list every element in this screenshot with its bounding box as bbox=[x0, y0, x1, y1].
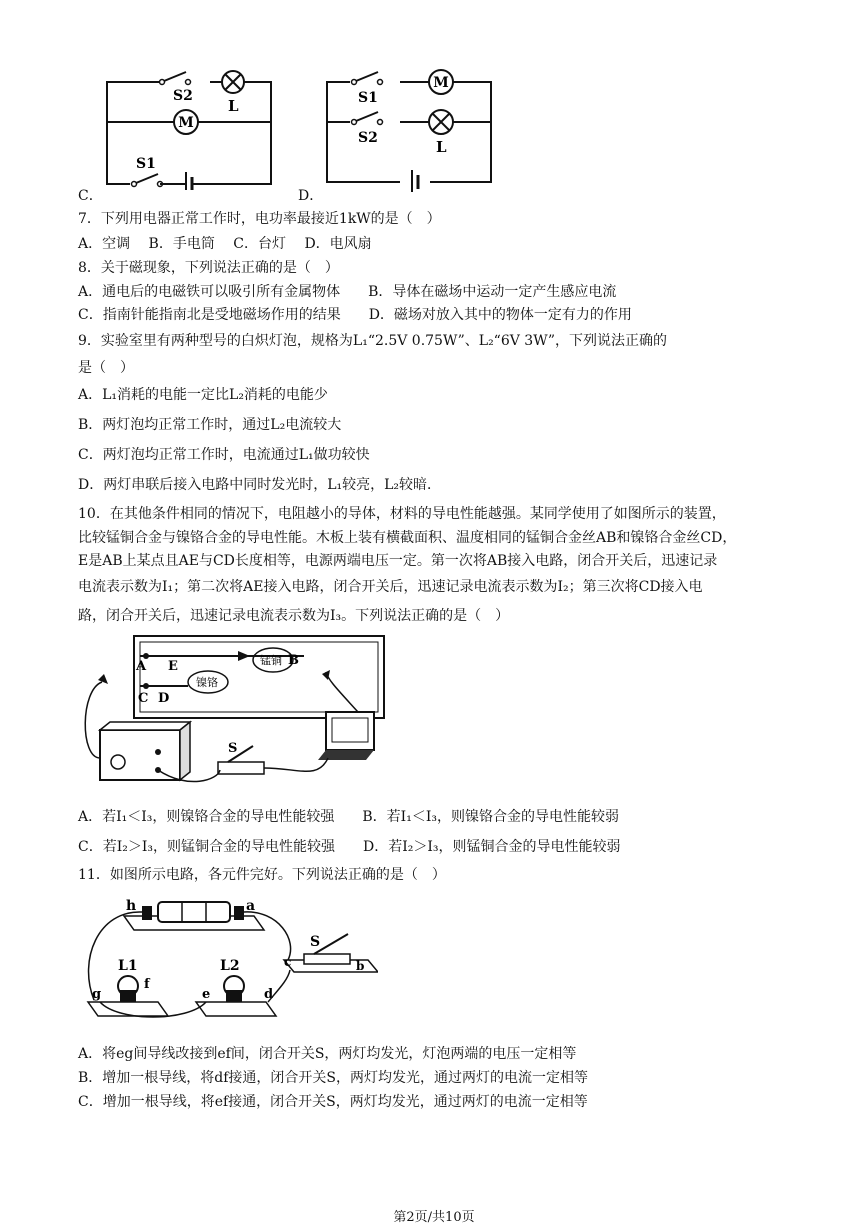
nichrome-label: 镍铬 bbox=[196, 676, 218, 689]
q8-options-cd: C．指南针能指南北是受地磁场作用的结果 D．磁场对放入其中的物体一定有力的作用 bbox=[78, 307, 632, 323]
circuit-diagram-d bbox=[320, 62, 500, 192]
switch-s2-label: S2 bbox=[173, 88, 193, 104]
q9-stem-cont: 是（ ） bbox=[78, 360, 134, 376]
switch-s-label: S bbox=[228, 741, 238, 756]
lamp-l2-label: L2 bbox=[220, 958, 240, 974]
q11-option-b: B．增加一根导线，将df接通，闭合开关S，两灯均发光，通过两灯的电流一定相等 bbox=[78, 1070, 589, 1086]
q10-apparatus-figure bbox=[78, 630, 408, 805]
q10-stem-1: 10．在其他条件相同的情况下，电阻越小的导体，材料的导电性能越强。某同学使用了如图所示的装置， bbox=[78, 506, 726, 522]
terminal-c: C bbox=[138, 691, 149, 706]
q11-option-c: C．增加一根导线，将ef接通，闭合开关S，两灯均发光，通过两灯的电流一定相等 bbox=[78, 1094, 588, 1110]
q8-stem: 8．关于磁现象，下列说法正确的是（ ） bbox=[78, 260, 339, 276]
terminal-e: E bbox=[168, 659, 178, 674]
page-footer: 第2页/共10页 bbox=[393, 1210, 475, 1225]
q10-stem-2: 比较锰铜合金与镍铬合金的导电性能。木板上装有横截面积、温度相同的锰铜合金丝AB和镍铬合金丝CD， bbox=[78, 530, 737, 546]
terminal-h: h bbox=[126, 898, 137, 914]
switch-s1-label-d: S1 bbox=[358, 90, 378, 106]
switch-s2-label-d: S2 bbox=[358, 130, 378, 146]
terminal-g: g bbox=[92, 987, 102, 1002]
q8-options-ab: A．通电后的电磁铁可以吸引所有金属物体 B．导体在磁场中运动一定产生感应电流 bbox=[78, 284, 617, 300]
q9-option-d: D．两灯串联后接入电路中同时发光时，L₁较亮，L₂较暗． bbox=[78, 477, 442, 493]
q10-stem-5: 路，闭合开关后，迅速记录电流表示数为I₃。下列说法正确的是（ ） bbox=[78, 608, 510, 624]
q7-options: A．空调 B．手电筒 C．台灯 D．电风扇 bbox=[78, 236, 372, 252]
terminal-a11: a bbox=[246, 898, 256, 914]
q9-option-a: A．L₁消耗的电能一定比L₂消耗的电能少 bbox=[78, 387, 328, 403]
q10-options-ab: A．若I₁＜I₃，则镍铬合金的导电性能较强 B．若I₁＜I₃，则镍铬合金的导电性能较弱 bbox=[78, 809, 619, 825]
q10-stem-3: E是AB上某点且AE与CD长度相等，电源两端电压一定。第一次将AB接入电路，闭合开关后，迅速记录 bbox=[78, 553, 718, 569]
switch-s1-label: S1 bbox=[136, 156, 156, 172]
lamp-l1-label: L1 bbox=[118, 958, 138, 974]
terminal-c11: c bbox=[284, 955, 292, 969]
lamp-l-label-d: L bbox=[436, 138, 447, 156]
switch-s11: S bbox=[310, 934, 321, 950]
q9-stem: 9．实验室里有两种型号的白炽灯泡，规格为L₁“2.5V 0.75W”、L₂“6V 3W”，下列说法正确的 bbox=[78, 333, 668, 349]
terminal-b11: b bbox=[356, 959, 365, 973]
q7-stem: 7．下列用电器正常工作时，电功率最接近1kW的是（ ） bbox=[78, 211, 441, 227]
terminal-d11: d bbox=[264, 987, 274, 1002]
motor-label-d: M bbox=[433, 75, 449, 91]
option-d-label: D． bbox=[298, 188, 324, 204]
terminal-f: f bbox=[144, 977, 150, 992]
terminal-d: D bbox=[158, 691, 170, 706]
q11-option-a: A．将eg间导线改接到ef间，闭合开关S，两灯均发光，灯泡两端的电压一定相等 bbox=[78, 1046, 577, 1062]
q10-options-cd: C．若I₂＞I₃，则锰铜合金的导电性能较强 D．若I₂＞I₃，则锰铜合金的导电性能较弱 bbox=[78, 839, 621, 855]
terminal-a: A bbox=[136, 659, 147, 674]
terminal-e11: e bbox=[202, 987, 211, 1002]
terminal-b: B bbox=[288, 653, 299, 668]
q11-circuit-figure bbox=[78, 890, 378, 1030]
option-c-label: C． bbox=[78, 188, 103, 204]
circuit-diagram-c bbox=[100, 60, 280, 190]
q9-option-b: B．两灯泡均正常工作时，通过L₂电流较大 bbox=[78, 417, 342, 433]
motor-label: M bbox=[178, 115, 194, 131]
manganin-label: 锰铜 bbox=[260, 654, 282, 667]
q9-option-c: C．两灯泡均正常工作时，电流通过L₁做功较快 bbox=[78, 447, 370, 463]
lamp-l-label: L bbox=[228, 97, 239, 115]
q11-stem: 11．如图所示电路，各元件完好。下列说法正确的是（ ） bbox=[78, 867, 446, 883]
q10-stem-4: 电流表示数为I₁；第二次将AE接入电路，闭合开关后，迅速记录电流表示数为I₂；第三次将CD接入电 bbox=[78, 579, 703, 595]
